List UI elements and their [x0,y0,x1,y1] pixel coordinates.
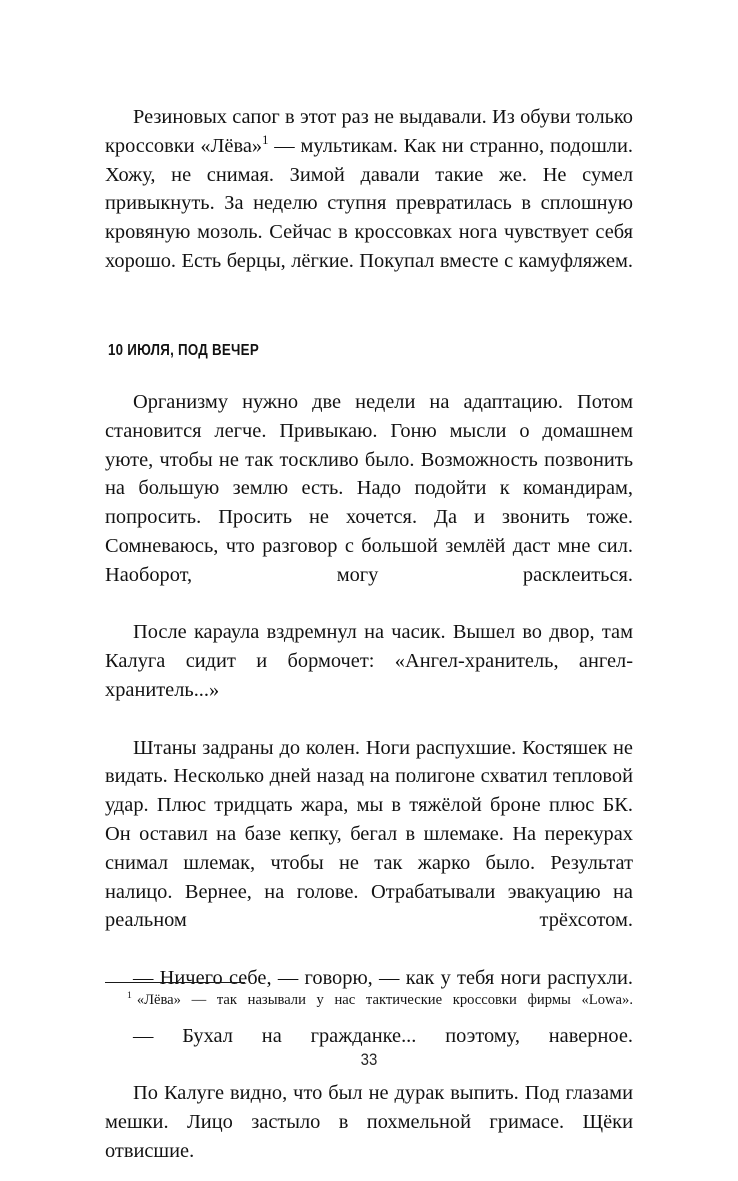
footnote-body: «Лёва» — так называли у нас тактические кроссовки фирмы «Lowa». [136,992,633,1008]
paragraph-6-dialogue: — Бухал на гражданке... поэтому, наверное. [133,1024,633,1047]
paragraph-4: Штаны задраны до колен. Ноги распухшие. Костяшек не видать. Несколько дней назад на полигоне схватил тепловой удар. Плюс тридцать жара, мы в тяжёлой броне плюс БК. Он оставил на базе кепку, бегал в шлемаке. На перекурах снимал шлемак, чтобы не так жарко было. Результат налицо. Вернее, на голове. Отрабатывали эвакуацию на реальном трёхсотом. [105,736,633,932]
footnote-text [105,990,633,1033]
paragraph-1-text-after-footnote: — мультикам. Как ни странно, подошли. Хожу, не снимая. Зимой давали такие же. Не сумел привыкнуть. За неделю ступня превратилась в сплошную кровяную мозоль. Сейчас в кроссовках нога чувствует себя хорошо. Есть берцы, лёгкие. Покупал вместе с камуфляжем. [105,134,633,272]
section-heading: 10 ИЮЛЯ, ПОД ВЕЧЕР [108,341,259,359]
section-heading-block [105,343,633,359]
paragraph-7: По Калуге видно, что был не дурак выпить. Под глазами мешки. Лицо застыло в похмельной гримасе. Щёки отвисшие. [105,1082,633,1162]
paragraph-5-dialogue: — Ничего себе, — говорю, — как у тебя ноги распухли. [133,967,633,990]
footnote-area [105,982,633,1033]
footnote-reference-marker[interactable]: 1 [262,133,269,147]
paragraph-1 [105,103,633,305]
paragraph-1-text-before-footnote: Резиновых сапог в этот раз не выдавали. Из обуви только кроссовки «Лёва» [105,106,633,157]
footnote-number-marker: 1 [127,990,132,1002]
page-number: 33 [360,1050,378,1069]
footnote-separator-rule [105,982,245,983]
paragraph-2: Организму нужно две недели на адаптацию. Потом становится легче. Привыкаю. Гоню мысли о домашнем уюте, чтобы не так тоскливо было. Возможность позвонить на большую землю есть. Надо подойти к командирам, попросить. Просить не хочется. Да и звонить тоже. Сомневаюсь, что разговор с большой землёй даст мне сил. Наоборот, могу расклеиться. [105,391,633,586]
paragraph-3: После караула вздремнул на часик. Вышел во двор, там Калуга сидит и бормочет: «Ангел-хранитель, ангел-хранитель...» [105,621,633,702]
